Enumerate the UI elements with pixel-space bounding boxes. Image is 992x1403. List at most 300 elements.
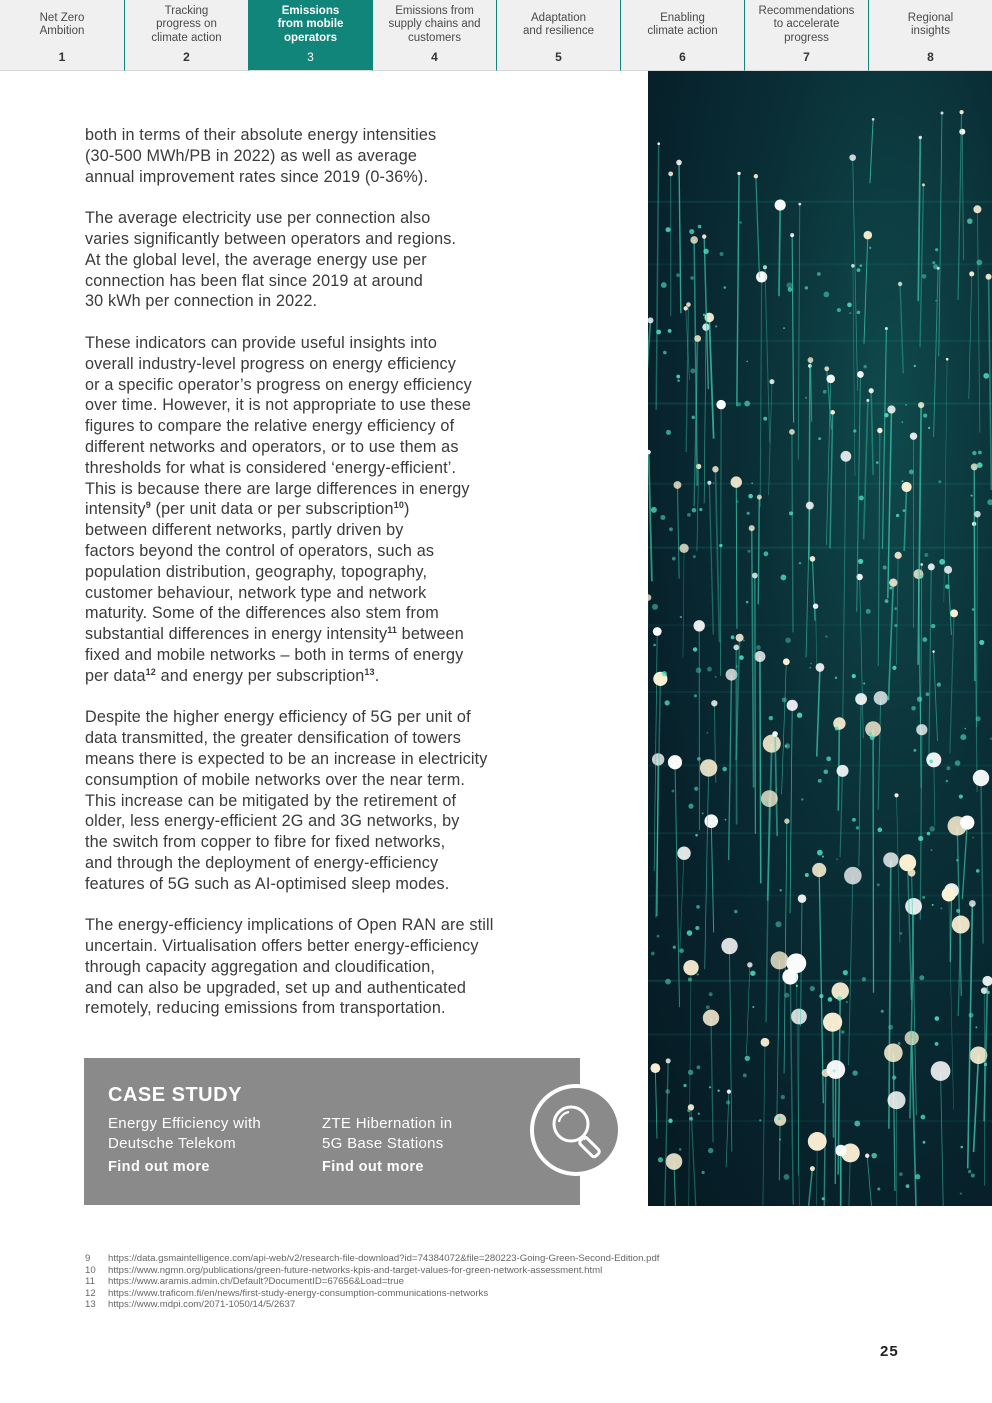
fiber-light	[887, 1091, 905, 1109]
teal-dot	[900, 932, 903, 935]
case-study-text: Energy Efficiency with Deutsche Telekom	[108, 1115, 262, 1152]
teal-dot	[946, 766, 950, 770]
fiber-light	[959, 129, 965, 135]
fiber-light	[806, 502, 814, 510]
teal-dot	[956, 909, 960, 913]
teal-dot	[983, 373, 989, 379]
fiber-strand	[867, 1156, 871, 1206]
teal-dot	[935, 300, 937, 302]
fiber-light	[928, 563, 935, 570]
teal-dot	[785, 638, 791, 644]
paragraph-3	[85, 333, 585, 687]
teal-dot	[796, 985, 798, 987]
fiber-light	[648, 317, 653, 323]
fiber-light	[969, 271, 974, 276]
fiber-strand	[680, 853, 684, 952]
fiber-light	[872, 118, 875, 121]
tab-recommendations[interactable]	[744, 0, 868, 71]
teal-dot	[694, 694, 697, 697]
teal-dot	[927, 832, 931, 836]
teal-dot	[854, 1121, 860, 1127]
tab-label: Net Zero Ambition	[39, 11, 85, 37]
teal-dot	[778, 1117, 781, 1120]
fiber-light	[668, 171, 673, 176]
fiber-light	[704, 814, 718, 828]
teal-dot	[810, 986, 815, 991]
fiber-light	[910, 432, 917, 439]
teal-dot	[731, 635, 735, 639]
teal-dot	[736, 665, 738, 667]
teal-dot	[698, 225, 702, 229]
fiber-strand	[950, 891, 951, 962]
fiber-optic-image	[648, 71, 992, 1206]
tab-adaptation-resilience[interactable]	[496, 0, 620, 71]
fiber-strand	[760, 277, 761, 507]
fiber-light	[787, 700, 798, 711]
text-run: between fixed and mobile networks – both in terms of energy per data	[85, 625, 464, 685]
fiber-light	[855, 693, 867, 705]
teal-dot	[923, 1141, 926, 1144]
paragraph-1: both in terms of their absolute energy intensities (30-500 MWh/PB in 2022) as well as average annual improvement rates since 2019 (0-36%).	[85, 126, 437, 186]
glow-band	[648, 832, 992, 834]
teal-dot	[817, 850, 823, 856]
teal-dot	[781, 1095, 785, 1099]
fiber-light	[674, 481, 682, 489]
teal-dot	[688, 977, 692, 981]
teal-dot	[977, 462, 983, 468]
fiber-light	[747, 962, 752, 967]
chapter-nav	[0, 0, 992, 71]
teal-dot	[938, 480, 941, 483]
fiber-strand	[958, 112, 962, 300]
teal-dot	[805, 286, 808, 289]
fiber-strand	[918, 138, 920, 301]
teal-dot	[759, 1119, 761, 1121]
fiber-light	[690, 236, 698, 244]
teal-dot	[888, 1025, 893, 1030]
fiber-light	[946, 358, 949, 361]
teal-dot	[668, 1119, 672, 1123]
teal-dot	[779, 1139, 781, 1141]
fiber-strand	[709, 317, 713, 438]
teal-dot	[697, 757, 701, 761]
fiber-light	[837, 765, 849, 777]
fiber-strand	[950, 613, 954, 753]
text-run: (per unit data or per subscription	[150, 500, 394, 519]
teal-dot	[894, 624, 897, 627]
footnote-10	[85, 1265, 885, 1277]
teal-dot	[708, 1148, 713, 1153]
fiber-strand	[779, 205, 780, 296]
teal-dot	[750, 971, 755, 976]
footnote-ref-11[interactable]: 11	[387, 625, 398, 636]
teal-dot	[824, 769, 829, 774]
tab-regional-insights[interactable]	[868, 0, 992, 71]
teal-dot	[661, 282, 667, 288]
tab-label: Emissions from supply chains and customers	[388, 4, 481, 44]
footnote-number: 9	[85, 1253, 91, 1264]
fiber-light	[942, 887, 956, 901]
teal-dot	[739, 221, 741, 223]
fiber-light	[874, 691, 888, 705]
teal-dot	[837, 996, 842, 1001]
fiber-light	[926, 752, 941, 767]
teal-dot	[785, 743, 790, 748]
fiber-light	[844, 867, 862, 885]
case-study-item-zte	[322, 1114, 522, 1175]
fiber-strand	[806, 506, 810, 658]
teal-dot	[666, 227, 671, 232]
teal-dot	[715, 676, 717, 678]
fiber-strand	[974, 1055, 979, 1152]
magnifier-badge	[530, 1084, 622, 1176]
fiber-light	[973, 205, 981, 213]
teal-dot	[810, 663, 812, 665]
fiber-light	[898, 282, 902, 286]
teal-dot	[651, 952, 655, 956]
fiber-light	[813, 604, 818, 609]
glow-band	[648, 403, 992, 405]
teal-dot	[719, 544, 722, 547]
teal-dot	[668, 329, 672, 333]
fiber-strand	[649, 452, 652, 581]
fiber-strand	[737, 173, 739, 406]
fiber-strand	[882, 329, 886, 549]
teal-dot	[899, 1172, 903, 1176]
footnote-link[interactable]: https://www.aramis.admin.ch/Default?DocumentID=67656&Load=true	[108, 1276, 404, 1288]
fiber-light	[648, 450, 651, 454]
fiber-light	[761, 790, 778, 807]
teal-dot	[871, 1153, 877, 1159]
fiber-strand	[704, 237, 708, 390]
fiber-strand	[766, 799, 769, 1023]
text-run: .	[374, 666, 380, 685]
tab-emissions-supply-chains[interactable]	[372, 0, 496, 71]
footnote-number: 11	[85, 1276, 95, 1288]
fiber-strand	[711, 1018, 713, 1142]
teal-dot	[765, 801, 768, 804]
fiber-strand	[817, 667, 820, 756]
teal-dot	[819, 994, 823, 998]
fiber-strand	[736, 482, 737, 629]
paragraph-5: The energy-efficiency implications of Open RAN are still uncertain. Virtualisation offers better energy-efficiency through capacity aggregation and cloudification, and can also be upgraded, set up and authenticated remotely, reducing emissions from transportation.	[85, 916, 494, 1018]
teal-dot	[744, 401, 750, 407]
teal-dot	[746, 361, 748, 363]
teal-dot	[929, 760, 933, 764]
teal-dot	[859, 495, 864, 500]
teal-dot	[828, 997, 833, 1002]
teal-dot	[976, 716, 981, 721]
fiber-light	[883, 852, 898, 867]
fiber-light	[884, 1044, 903, 1063]
teal-dot	[914, 365, 916, 367]
teal-dot	[756, 645, 761, 650]
teal-dot	[739, 655, 744, 660]
fiber-strand	[758, 497, 759, 604]
teal-dot	[858, 559, 863, 564]
teal-dot	[687, 513, 691, 517]
fiber-strand	[819, 870, 823, 1103]
footnote-ref-9[interactable]: 9	[145, 500, 151, 511]
fiber-light	[986, 274, 992, 280]
teal-dot	[693, 647, 697, 651]
fiber-strand	[665, 1061, 668, 1206]
teal-dot	[653, 644, 656, 647]
fiber-light	[798, 894, 807, 903]
footnote-9	[85, 1253, 885, 1265]
teal-dot	[915, 1174, 920, 1179]
teal-dot	[725, 819, 727, 821]
tab-number: 8	[927, 50, 934, 64]
fiber-strand	[896, 555, 898, 665]
fiber-strand	[929, 567, 931, 764]
teal-dot	[702, 813, 704, 815]
teal-dot	[931, 849, 933, 851]
fiber-light	[808, 364, 812, 368]
teal-dot	[817, 272, 821, 276]
teal-dot	[779, 889, 781, 891]
teal-dot	[818, 437, 821, 440]
footnote-12	[85, 1288, 885, 1300]
fiber-light	[772, 731, 778, 737]
teal-dot	[979, 640, 984, 645]
teal-dot	[884, 413, 888, 417]
teal-dot	[852, 674, 856, 678]
tab-label: Enabling climate action	[647, 11, 718, 37]
fiber-light	[894, 793, 898, 797]
fiber-optic-illustration	[648, 71, 992, 1206]
teal-dot	[870, 735, 875, 740]
teal-dot	[696, 973, 698, 975]
teal-dot	[662, 671, 667, 676]
find-out-more-link[interactable]: Find out more	[322, 1159, 424, 1175]
teal-dot	[905, 404, 907, 406]
fiber-light	[971, 463, 978, 470]
teal-dot	[928, 427, 930, 429]
fiber-light	[812, 863, 826, 877]
teal-dot	[906, 1184, 910, 1188]
footnote-link[interactable]: https://www.traficom.fi/en/news/first-study-energy-consumption-communications-networks	[108, 1287, 489, 1299]
fiber-light	[931, 1061, 951, 1081]
teal-dot	[693, 555, 696, 558]
teal-dot	[968, 1170, 971, 1173]
tab-label: Tracking progress on climate action	[151, 4, 222, 44]
teal-dot	[969, 1013, 974, 1018]
teal-dot	[960, 1193, 962, 1195]
teal-dot	[847, 303, 852, 308]
teal-dot	[784, 993, 789, 998]
teal-dot	[726, 1100, 730, 1104]
fiber-light	[918, 402, 924, 408]
fiber-light	[826, 374, 835, 383]
fiber-strand	[897, 795, 900, 942]
teal-dot	[857, 311, 861, 315]
teal-dot	[703, 314, 705, 316]
fiber-strand	[864, 400, 868, 539]
teal-dot	[663, 351, 667, 355]
teal-dot	[931, 624, 935, 628]
fiber-strand	[691, 1107, 696, 1206]
fiber-strand	[934, 760, 935, 826]
fiber-light	[905, 898, 922, 915]
tab-label: Emissions from mobile operators	[277, 4, 344, 44]
teal-dot	[698, 1113, 700, 1115]
fiber-strand	[888, 409, 892, 598]
fiber-strand	[648, 320, 650, 388]
teal-dot	[975, 1026, 977, 1028]
teal-dot	[913, 749, 916, 752]
fiber-strand	[756, 176, 760, 277]
footnote-ref-12[interactable]: 12	[145, 666, 156, 677]
teal-dot	[846, 1001, 848, 1003]
footnote-link[interactable]: https://www.mdpi.com/2071-1050/14/5/2637	[108, 1299, 296, 1311]
fiber-light	[885, 327, 888, 330]
fiber-light	[866, 399, 869, 402]
fiber-light	[731, 476, 742, 487]
fiber-light	[887, 405, 895, 413]
teal-dot	[971, 1174, 975, 1178]
tab-label: Recommendations to accelerate progress	[758, 4, 855, 44]
fiber-light	[899, 854, 916, 871]
fiber-strand	[656, 679, 660, 918]
teal-dot	[687, 930, 693, 936]
teal-dot	[713, 482, 715, 484]
teal-dot	[764, 551, 769, 556]
tab-net-zero-ambition[interactable]	[0, 0, 124, 71]
glow-band	[648, 1033, 992, 1035]
teal-dot	[902, 421, 904, 423]
teal-dot	[960, 734, 966, 740]
teal-dot	[702, 1171, 705, 1174]
teal-dot	[665, 979, 671, 985]
glow-band	[648, 1120, 992, 1122]
teal-dot	[657, 935, 660, 938]
fiber-strand	[974, 467, 975, 681]
tab-number: 7	[803, 50, 810, 64]
teal-dot	[976, 869, 980, 873]
fiber-strand	[817, 1141, 818, 1206]
fiber-strand	[889, 860, 891, 1129]
footnote-link[interactable]: https://data.gsmaintelligence.com/api-web/v2/research-file-download?id=74384072&file=280223-Going-Green-Second-Edition.pdf	[108, 1253, 660, 1264]
fiber-strand	[779, 1120, 780, 1181]
teal-dot	[863, 683, 865, 685]
teal-dot	[946, 780, 949, 783]
teal-dot	[747, 512, 750, 515]
teal-dot	[922, 637, 927, 642]
footnote-ref-13[interactable]: 13	[364, 666, 375, 677]
teal-dot	[896, 514, 899, 517]
fiber-light	[700, 759, 717, 776]
teal-dot	[955, 760, 961, 766]
fiber-light	[824, 366, 829, 371]
fiber-strand	[798, 204, 800, 459]
tab-emissions-mobile-operators[interactable]	[248, 0, 372, 71]
teal-dot	[656, 330, 661, 335]
teal-dot	[695, 926, 699, 930]
teal-dot	[672, 557, 676, 561]
teal-dot	[784, 1174, 790, 1180]
teal-dot	[972, 451, 976, 455]
fiber-light	[657, 142, 660, 145]
teal-dot	[692, 508, 697, 513]
teal-dot	[849, 312, 851, 314]
fiber-strand	[833, 1022, 834, 1137]
fiber-light	[865, 1154, 869, 1158]
fiber-strand	[860, 577, 864, 738]
teal-dot	[886, 696, 890, 700]
footnote-ref-10[interactable]: 10	[393, 500, 404, 511]
fiber-light	[737, 172, 740, 175]
teal-dot	[959, 794, 963, 798]
fiber-light	[754, 651, 765, 662]
fiber-light	[783, 658, 790, 665]
fiber-strand	[830, 412, 833, 548]
fiber-light	[798, 203, 801, 206]
paragraph-4: Despite the higher energy efficiency of 5G per unit of data transmitted, the greater densification of towers means there is expected to be an increase in electricity consumption of mobile networks over the near term. This increase can be mitigated by the retirement of older, less energy-efficient 2G and 3G networks, by the switch from copper to fibre for fixed networks, and through the deployment of energy-efficiency features of 5G such as AI-optimised sleep modes.	[85, 708, 488, 893]
teal-dot	[748, 494, 753, 499]
teal-dot	[881, 1010, 884, 1013]
fiber-strand	[792, 235, 793, 422]
teal-dot	[883, 565, 887, 569]
tab-tracking-progress[interactable]	[124, 0, 248, 71]
teal-dot	[669, 527, 673, 531]
fiber-strand	[792, 432, 793, 632]
teal-dot	[689, 1117, 693, 1121]
find-out-more-link[interactable]: Find out more	[108, 1159, 210, 1175]
teal-dot	[898, 1042, 901, 1045]
fiber-strand	[904, 487, 906, 551]
teal-dot	[797, 713, 802, 718]
fiber-light	[763, 735, 781, 753]
teal-dot	[933, 264, 938, 269]
fiber-strand	[968, 903, 973, 1168]
tab-label: Regional insights	[907, 11, 954, 37]
footnote-number: 10	[85, 1264, 96, 1276]
fiber-light	[869, 388, 874, 393]
fiber-strand	[752, 528, 754, 787]
teal-dot	[822, 1197, 825, 1200]
footnote-link[interactable]: https://www.ngmn.org/publications/green-future-networks-kpis-and-target-values-for-green-network-assessment.html	[108, 1264, 603, 1276]
teal-dot	[763, 417, 767, 421]
teal-dot	[918, 836, 923, 841]
teal-dot	[869, 247, 871, 249]
footnote-number: 13	[85, 1299, 96, 1311]
fiber-light	[686, 302, 691, 307]
fiber-strand	[853, 266, 855, 476]
fiber-light	[666, 1058, 671, 1063]
fiber-strand	[977, 514, 978, 727]
teal-dot	[972, 608, 975, 611]
fiber-light	[974, 511, 981, 518]
teal-dot	[724, 286, 727, 289]
fiber-strand	[962, 132, 963, 260]
fiber-light	[982, 976, 992, 986]
fiber-strand	[704, 327, 706, 503]
fiber-light	[716, 400, 725, 409]
tab-enabling-climate-action[interactable]	[620, 0, 744, 71]
teal-dot	[665, 1089, 670, 1094]
fiber-light	[944, 566, 952, 574]
text-run: and energy per subscription	[155, 666, 365, 685]
teal-dot	[885, 599, 889, 603]
teal-dot	[743, 640, 745, 642]
teal-dot	[782, 697, 787, 702]
teal-dot	[877, 883, 880, 886]
teal-dot	[801, 798, 803, 800]
fiber-strand	[989, 277, 992, 490]
fiber-light	[754, 174, 758, 178]
teal-dot	[945, 584, 950, 589]
